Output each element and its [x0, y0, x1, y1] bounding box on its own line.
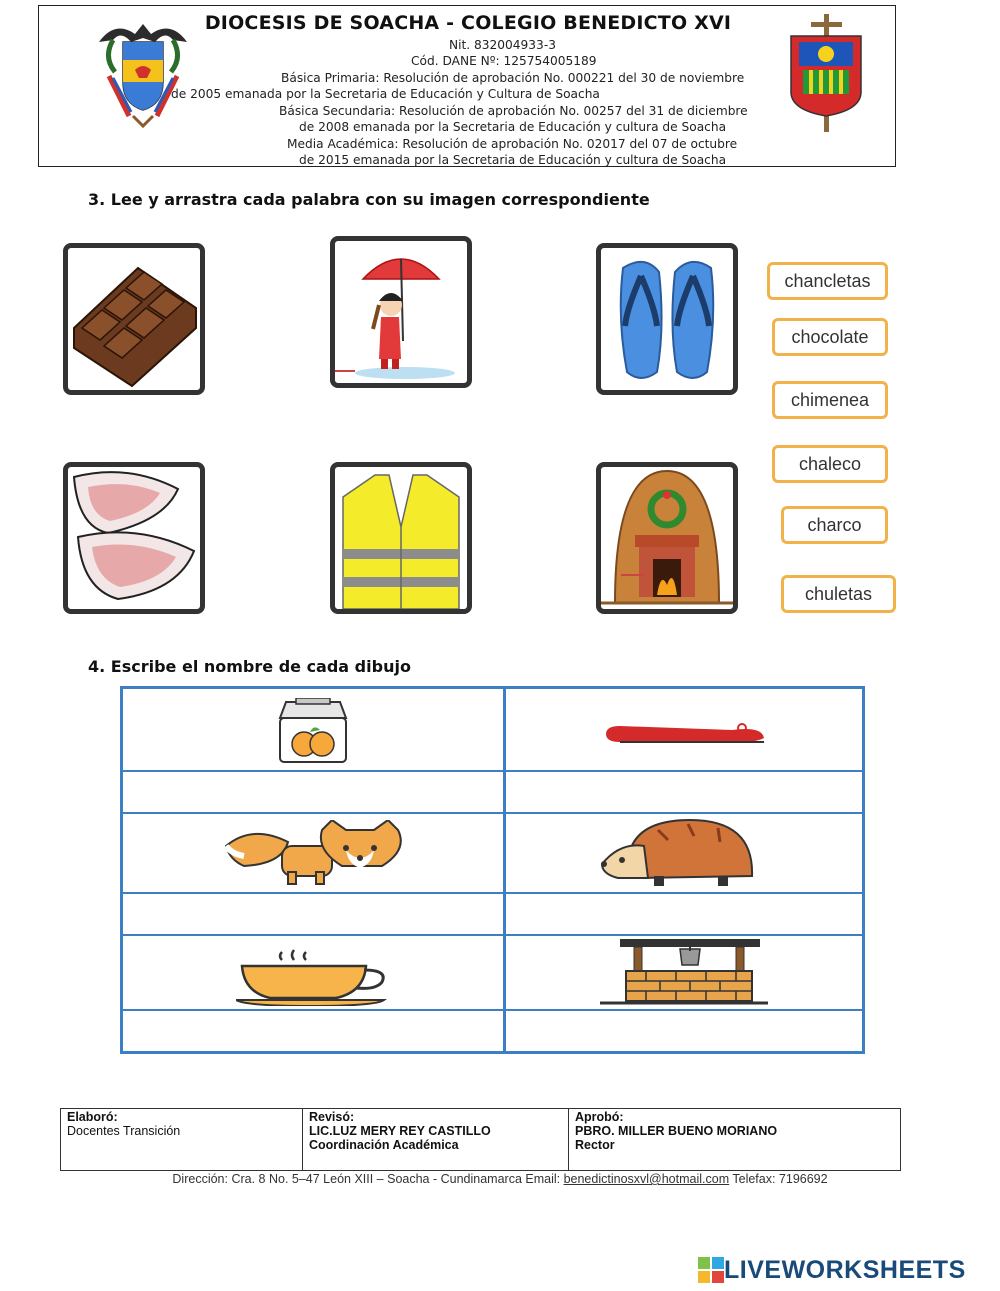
elaboro-label: Elaboró: [67, 1110, 118, 1124]
table-divider [120, 770, 865, 772]
fox-icon [222, 820, 406, 886]
liveworksheets-logo-icon [698, 1257, 724, 1283]
safety-vest-icon [335, 467, 467, 609]
address-line [0, 1172, 1000, 1186]
elaboro-cell [61, 1109, 303, 1170]
liveworksheets-wordmark: LIVEWORKSHEETS [724, 1255, 966, 1284]
table-divider [120, 892, 865, 894]
school-title: DIOCESIS DE SOACHA - COLEGIO BENEDICTO XVI [204, 12, 732, 34]
word-tile-chaleco[interactable]: chaleco [772, 445, 888, 483]
question-4-title: 4. Escribe el nombre de cada dibujo [88, 657, 411, 676]
elaboro-value: Docentes Transición [67, 1124, 181, 1138]
question-3-title: 3. Lee y arrastra cada palabra con su imagen correspondiente [88, 190, 650, 209]
image-card-chocolate[interactable] [63, 243, 205, 395]
nit-line: Nit. 832004933-3 [449, 38, 556, 52]
colombia-coat-of-arms-icon [95, 12, 191, 130]
flip-flops-icon [601, 248, 733, 390]
phone-text: Telefax: 7196692 [729, 1172, 828, 1186]
answer-input-erizo[interactable] [510, 895, 860, 933]
answer-input-taza[interactable] [126, 1012, 500, 1050]
aprobo-label: Aprobó: [575, 1110, 624, 1124]
word-tile-chimenea[interactable]: chimenea [772, 381, 888, 419]
table-divider [120, 812, 865, 814]
image-card-chuletas[interactable] [63, 462, 205, 614]
aprobo-role: Rector [575, 1138, 615, 1152]
primaria-line-2: de 2005 emanada por la Secretaria de Educación y Cultura de Soacha [171, 87, 600, 101]
image-card-charco[interactable] [330, 236, 472, 388]
image-card-chancletas[interactable] [596, 243, 738, 395]
dane-line: Cód. DANE Nº: 125754005189 [411, 54, 597, 68]
image-card-chaleco[interactable] [330, 462, 472, 614]
approval-footer [60, 1108, 901, 1171]
table-divider [120, 934, 865, 936]
secundaria-line-1: Básica Secundaria: Resolución de aprobación No. 00257 del 31 de diciembre [279, 104, 748, 118]
answer-input-zapato[interactable] [510, 773, 860, 811]
liveworksheets-logo [698, 1255, 998, 1285]
document-header [38, 5, 896, 167]
word-tile-chuletas[interactable]: chuletas [781, 575, 896, 613]
school-crest-icon [787, 14, 865, 132]
table-column-divider [503, 686, 506, 1054]
girl-umbrella-puddle-icon [335, 241, 467, 383]
primaria-line-1: Básica Primaria: Resolución de aprobación No. 000221 del 30 de noviembre [281, 71, 745, 85]
water-well-icon [600, 937, 770, 1007]
media-line-1: Media Académica: Resolución de aprobación No. 02017 del 07 de octubre [287, 137, 738, 151]
image-card-chimenea[interactable] [596, 462, 738, 614]
red-ballet-flat-shoe-icon [602, 722, 768, 746]
media-line-2: de 2015 emanada por la Secretaria de Educación y cultura de Soacha [299, 153, 727, 167]
email-link[interactable]: benedictinosxvl@hotmail.com [563, 1172, 730, 1186]
reviso-cell [303, 1109, 569, 1170]
secundaria-line-2: de 2008 emanada por la Secretaria de Educación y cultura de Soacha [299, 120, 727, 134]
fireplace-icon [601, 467, 733, 609]
answer-input-pozo[interactable] [510, 1012, 860, 1050]
answer-input-zorro[interactable] [126, 895, 500, 933]
table-divider [120, 1009, 865, 1011]
word-tile-charco[interactable]: charco [781, 506, 888, 544]
hedgehog-icon [598, 816, 758, 888]
reviso-name: LIC.LUZ MERY REY CASTILLO [309, 1124, 491, 1138]
orange-juice-carton-icon [274, 698, 354, 764]
word-tile-chancletas[interactable]: chancletas [767, 262, 888, 300]
reviso-label: Revisó: [309, 1110, 355, 1124]
word-tile-chocolate[interactable]: chocolate [772, 318, 888, 356]
aprobo-name: PBRO. MILLER BUENO MORIANO [575, 1124, 778, 1138]
aprobo-cell [569, 1109, 900, 1170]
chocolate-bar-icon [68, 248, 200, 390]
reviso-role: Coordinación Académica [309, 1138, 459, 1152]
answer-input-jugo[interactable] [126, 773, 500, 811]
address-text: Dirección: Cra. 8 No. 5–47 León XIII – Soacha - Cundinamarca Email: [172, 1172, 564, 1186]
pork-chops-icon [68, 467, 200, 609]
hot-tea-cup-icon [236, 946, 390, 1006]
